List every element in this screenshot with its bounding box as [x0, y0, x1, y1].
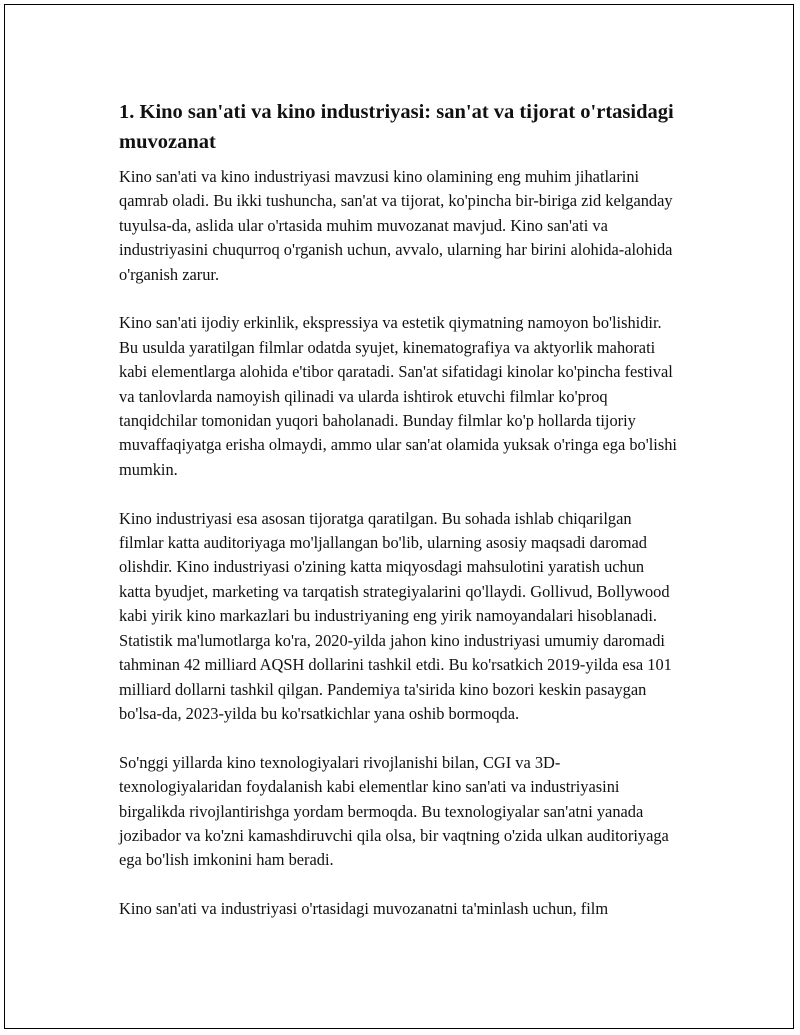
document-content [119, 97, 679, 946]
paragraph: Kino san'ati ijodiy erkinlik, ekspressiya va estetik qiymatning namoyon bo'lishidir. Bu usulda yaratilgan filmlar odatda syujet, kinematografiya va aktyorlik mahorati kabi elementlarga alohida e'tibor qaratadi. San'at sifatidagi kinolar ko'pincha festival va tanlovlarda namoyish qilinadi va ularda ishtirok etuvchi filmlar ko'proq tanqidchilar tomonidan yuqori baholanadi. Bunday filmlar ko'p hollarda tijoriy muvaffaqiyatga erisha olmaydi, ammo ular san'at olamida yuksak o'ringa ega bo'lishi mumkin. [119, 313, 677, 479]
paragraph: So'nggi yillarda kino texnologiyalari rivojlanishi bilan, CGI va 3D-texnologiyalaridan foydalanish kabi elementlar kino san'ati va industriyasini birgalikda rivojlantirishga yordam bermoqda. Bu texnologiyalar san'atni yanada jozibador va ko'zni kamashdiruvchi qila olsa, bir vaqtning o'zida ulkan auditoriyaga ega bo'lish imkonini ham beradi. [119, 752, 669, 870]
section-heading: 1. Kino san'ati va kino industriyasi: san'at va tijorat o'rtasidagi muvozanat [119, 101, 674, 153]
document-page [4, 4, 794, 1029]
paragraph: Kino san'ati va kino industriyasi mavzusi kino olamining eng muhim jihatlarini qamrab oladi. Bu ikki tushuncha, san'at va tijorat, ko'pincha bir-biriga zid kelganday tuyulsa-da, aslida ular o'rtasida muhim muvozanat mavjud. Kino san'ati va industriyasini chuqurroq o'rganish uchun, avvalo, ularning har birini alohida-alohida o'rganish zarur. [119, 167, 673, 284]
paragraph: Kino industriyasi esa asosan tijoratga qaratilgan. Bu sohada ishlab chiqarilgan filmlar katta auditoriyaga mo'ljallangan bo'lib, ularning asosiy maqsadi daromad olishdir. Kino industriyasi o'zining katta miqyosdagi mahsulotini yaratish uchun katta byudjet, marketing va tarqatish strategiyalarini qo'llaydi. Gollivud, Bollywood kabi yirik kino markazlari bu industriyaning eng yirik namoyandalari hisoblanadi. Statistik ma'lumotlarga ko'ra, 2020-yilda jahon kino industriyasi umumiy daromadi tahminan 42 milliard AQSH dollarini tashkil etdi. Bu ko'rsatkich 2019-yilda esa 101 milliard dollarni tashkil qilgan. Pandemiya ta'sirida kino bozori keskin pasaygan bo'lsa-da, 2023-yilda bu ko'rsatkichlar yana oshib bormoqda. [119, 508, 672, 723]
paragraph: Kino san'ati va industriyasi o'rtasidagi muvozanatni ta'minlash uchun, film [119, 899, 609, 919]
